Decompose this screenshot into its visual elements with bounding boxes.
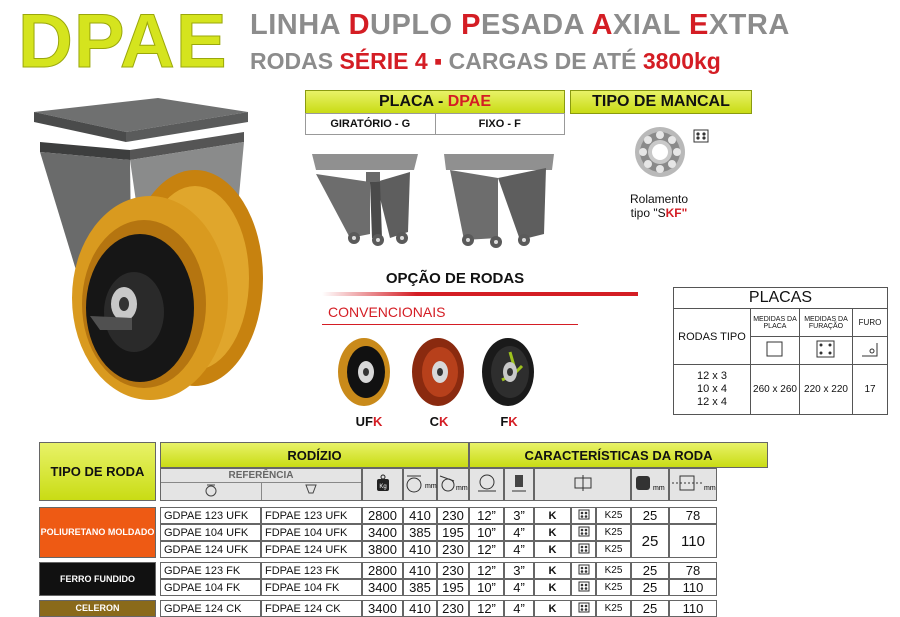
plate-hole-icon bbox=[853, 337, 888, 365]
swivel-icon bbox=[161, 483, 262, 500]
bearing-label-k: K bbox=[665, 206, 675, 220]
hub-icon bbox=[669, 468, 717, 501]
wheel-width: 4” bbox=[504, 524, 534, 541]
bearing-size: K25 bbox=[596, 579, 631, 596]
swivel-offset: 195 bbox=[437, 579, 469, 596]
placas-table bbox=[673, 287, 888, 415]
swivel-offset: 230 bbox=[437, 541, 469, 558]
wheel-width: 4” bbox=[504, 600, 534, 617]
wheel-ck-code: C bbox=[429, 414, 439, 429]
bearing-label bbox=[604, 192, 714, 220]
diameter-icon bbox=[469, 468, 504, 501]
ref-fixed: FDPAE 104 FK bbox=[261, 579, 362, 596]
wheel-fk-image bbox=[478, 336, 538, 412]
caracteristicas-header: CARACTERÍSTICAS DA RODA bbox=[469, 442, 768, 468]
height-icon bbox=[403, 468, 437, 501]
height-unit: mm bbox=[425, 483, 437, 490]
title-segment: XTRA bbox=[708, 9, 790, 41]
placas-title: PLACAS bbox=[674, 288, 888, 309]
wheel-fk-code: F bbox=[500, 414, 509, 429]
wheel-ufk-code: UF bbox=[355, 414, 373, 429]
swivel-offset: 230 bbox=[437, 600, 469, 617]
swivel-plate-image bbox=[310, 150, 420, 250]
title-segment: ESADA bbox=[481, 9, 592, 41]
placas-tipo-1: 12 x 3 bbox=[697, 370, 727, 382]
table-row bbox=[39, 507, 768, 524]
bearing-label-a: tipo "S bbox=[630, 206, 666, 220]
bearing-label-line1: Rolamento bbox=[629, 192, 689, 206]
logo-dpae: DPAE bbox=[18, 0, 228, 84]
hub-length: 78 bbox=[669, 507, 717, 524]
wheel-material-label: FERRO FUNDIDO bbox=[39, 562, 156, 596]
axle-diameter: 25 bbox=[631, 524, 669, 558]
kg-unit: Kg bbox=[378, 484, 387, 490]
axle-unit: mm bbox=[653, 485, 665, 492]
tipo-roda-header: TIPO DE RODA bbox=[39, 442, 156, 501]
bearing-code: K bbox=[534, 541, 571, 558]
table-row bbox=[39, 562, 768, 579]
hub-unit: mm bbox=[704, 485, 716, 492]
axle-diameter: 25 bbox=[631, 562, 669, 579]
table-row bbox=[39, 600, 768, 617]
bearing-label-f: F" bbox=[674, 206, 688, 220]
bearing-icon bbox=[571, 600, 596, 617]
bearing-icon bbox=[571, 579, 596, 596]
bearing-icon bbox=[571, 524, 596, 541]
ref-swivel: GDPAE 124 CK bbox=[160, 600, 261, 617]
title-segment: E bbox=[688, 9, 709, 41]
placas-furo-value: 17 bbox=[853, 365, 888, 415]
wheel-material-label: CELERON bbox=[39, 600, 156, 617]
title-line-1 bbox=[250, 9, 790, 42]
wheel-ck-label bbox=[414, 414, 464, 429]
bearing-code: K bbox=[534, 562, 571, 579]
title-segment: XIAL bbox=[612, 9, 689, 41]
total-height: 410 bbox=[403, 600, 437, 617]
placa-model: DPAE bbox=[447, 93, 491, 110]
wheel-width: 3” bbox=[504, 562, 534, 579]
bearing-size: K25 bbox=[596, 507, 631, 524]
title-segment: P bbox=[461, 9, 482, 41]
ref-swivel: GDPAE 104 UFK bbox=[160, 524, 261, 541]
axle-diameter: 25 bbox=[631, 579, 669, 596]
ref-fixed: FDPAE 123 UFK bbox=[261, 507, 362, 524]
title-cargas: CARGAS DE ATÉ bbox=[448, 48, 643, 74]
placas-tipo-3: 12 x 4 bbox=[697, 396, 727, 408]
swivel-offset: 195 bbox=[437, 524, 469, 541]
bearing-code: K bbox=[534, 600, 571, 617]
placa-giratorio-label: GIRATÓRIO - G bbox=[306, 114, 436, 134]
axle-diameter: 25 bbox=[631, 600, 669, 617]
width-icon bbox=[504, 468, 534, 501]
title-capacity: 3800kg bbox=[642, 48, 721, 74]
plate-square-icon bbox=[751, 337, 800, 365]
wheel-diameter: 12” bbox=[469, 600, 504, 617]
wheel-ufk-image bbox=[334, 336, 394, 412]
ref-fixed: FDPAE 123 FK bbox=[261, 562, 362, 579]
title-serie: SÉRIE 4 bbox=[339, 48, 428, 74]
spec-table bbox=[39, 442, 768, 617]
fixed-icon bbox=[262, 483, 362, 500]
wheel-fk-k: K bbox=[508, 414, 518, 429]
placas-col-furo: FURO bbox=[853, 309, 888, 337]
wheel-width: 3” bbox=[504, 507, 534, 524]
bearing-icon bbox=[571, 562, 596, 579]
hub-length: 78 bbox=[669, 562, 717, 579]
opcao-rodas-title: OPÇÃO DE RODAS bbox=[385, 270, 525, 287]
title-separator: ▪ bbox=[427, 48, 449, 74]
title-segment: LINHA bbox=[250, 9, 349, 41]
swivel-offset: 230 bbox=[437, 562, 469, 579]
placas-medida-value: 260 x 260 bbox=[751, 365, 800, 415]
axle-icon bbox=[631, 468, 669, 501]
placas-tipo-2: 10 x 4 bbox=[697, 383, 727, 395]
bearing-size: K25 bbox=[596, 600, 631, 617]
placas-furacao-value: 220 x 220 bbox=[800, 365, 853, 415]
ref-swivel: GDPAE 123 UFK bbox=[160, 507, 261, 524]
wheel-ck-image bbox=[408, 336, 468, 412]
referencia-label: REFERÊNCIA bbox=[161, 469, 361, 483]
bearing-size: K25 bbox=[596, 562, 631, 579]
fixed-plate-image bbox=[440, 150, 560, 250]
swivel-offset: 230 bbox=[437, 507, 469, 524]
title-line-2 bbox=[250, 48, 721, 75]
total-height: 410 bbox=[403, 541, 437, 558]
mancal-title-bar: TIPO DE MANCAL bbox=[570, 90, 752, 114]
load-capacity: 3400 bbox=[362, 524, 403, 541]
total-height: 385 bbox=[403, 579, 437, 596]
title-segment: D bbox=[348, 9, 371, 41]
hub-length: 110 bbox=[669, 579, 717, 596]
load-capacity: 3400 bbox=[362, 579, 403, 596]
load-capacity: 2800 bbox=[362, 507, 403, 524]
placas-tipos bbox=[674, 365, 751, 415]
total-height: 385 bbox=[403, 524, 437, 541]
bearing-type-icon bbox=[534, 468, 631, 501]
wheel-diameter: 12” bbox=[469, 507, 504, 524]
ref-fixed: FDPAE 104 UFK bbox=[261, 524, 362, 541]
rodizio-header: RODÍZIO bbox=[160, 442, 469, 468]
load-capacity: 3400 bbox=[362, 600, 403, 617]
axle-diameter: 25 bbox=[631, 507, 669, 524]
bearing-size: K25 bbox=[596, 524, 631, 541]
wheel-width: 4” bbox=[504, 579, 534, 596]
ref-fixed: FDPAE 124 CK bbox=[261, 600, 362, 617]
bearing-size: K25 bbox=[596, 541, 631, 558]
wheel-ufk-k: K bbox=[372, 414, 383, 429]
ref-swivel: GDPAE 123 FK bbox=[160, 562, 261, 579]
placa-title: PLACA - bbox=[379, 93, 448, 110]
ref-fixed: FDPAE 124 UFK bbox=[261, 541, 362, 558]
red-underline bbox=[322, 324, 578, 325]
placa-types bbox=[305, 113, 565, 135]
wheel-diameter: 10” bbox=[469, 579, 504, 596]
referencia-header bbox=[160, 468, 362, 501]
placa-fixo-label: FIXO - F bbox=[478, 118, 521, 130]
load-capacity: 2800 bbox=[362, 562, 403, 579]
wheel-ufk-label bbox=[344, 414, 394, 429]
wheel-width: 4” bbox=[504, 541, 534, 558]
total-height: 410 bbox=[403, 562, 437, 579]
bearing-code: K bbox=[534, 507, 571, 524]
offset-icon bbox=[437, 468, 469, 501]
bearing-code: K bbox=[534, 579, 571, 596]
placa-title-bar bbox=[305, 90, 565, 114]
wheel-diameter: 12” bbox=[469, 562, 504, 579]
ref-swivel: GDPAE 124 UFK bbox=[160, 541, 261, 558]
plate-holes-icon bbox=[800, 337, 853, 365]
hub-length: 110 bbox=[669, 524, 717, 558]
bearing-icon bbox=[571, 541, 596, 558]
placas-col-furacao: MEDIDAS DA FURAÇÃO bbox=[800, 309, 853, 337]
hub-length: 110 bbox=[669, 600, 717, 617]
wheel-fk-label bbox=[484, 414, 534, 429]
ref-swivel: GDPAE 104 FK bbox=[160, 579, 261, 596]
wheel-diameter: 10” bbox=[469, 524, 504, 541]
placas-col-medidas: MEDIDAS DA PLACA bbox=[751, 309, 800, 337]
wheel-ck-k: K bbox=[439, 414, 449, 429]
convencionais-title: CONVENCIONAIS bbox=[328, 304, 446, 320]
bearing-image bbox=[634, 124, 714, 184]
kg-icon bbox=[362, 468, 403, 501]
total-height: 410 bbox=[403, 507, 437, 524]
title-segment: UPLO bbox=[370, 9, 462, 41]
caster-product-image bbox=[30, 98, 270, 408]
load-capacity: 3800 bbox=[362, 541, 403, 558]
bearing-icon bbox=[571, 507, 596, 524]
wheel-material-label: POLIURETANO MOLDADO bbox=[39, 507, 156, 558]
offset-unit: mm bbox=[456, 485, 468, 492]
wheel-diameter: 12” bbox=[469, 541, 504, 558]
bearing-code: K bbox=[534, 524, 571, 541]
title-segment: A bbox=[591, 9, 613, 41]
placas-col-rodas: RODAS TIPO bbox=[674, 309, 751, 365]
title-rodas: RODAS bbox=[250, 48, 340, 74]
red-divider bbox=[322, 292, 638, 296]
